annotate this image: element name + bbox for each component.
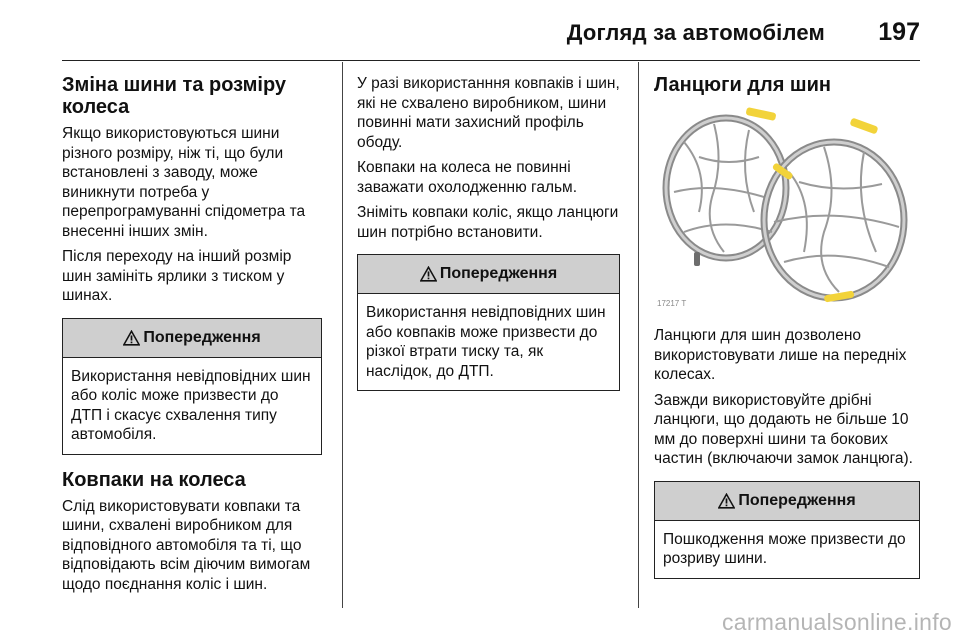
warning-box [654, 481, 920, 579]
section-heading-snow-chains: Ланцюги для шин [654, 74, 831, 96]
snow-chain-drawing [654, 102, 924, 312]
warning-box [62, 318, 322, 455]
paragraph: Зніміть ковпаки коліс, якщо ланцюги шин потрібно встановити. [357, 204, 619, 241]
paragraph: Якщо використовуються шини різного розміру, ніж ті, що були встановлені з заводу, може виникнути потреба у перепрограмуванні спідометра та внесенні інших змін. [62, 125, 306, 240]
figure-code: 17217 T [657, 299, 687, 308]
warning-triangle-icon [718, 493, 735, 509]
warning-title: Попередження [439, 265, 558, 282]
page-number: 197 [878, 18, 920, 46]
warning-title: Попередження [738, 491, 856, 509]
paragraph: Ланцюги для шин дозволено використовувати лише на передніх колесах. [654, 327, 907, 383]
warning-text: Використання невідповідних шин або ковпаків може призвести до різкої втрати тиску та, як наслідок, до ДТП. [366, 304, 606, 380]
warning-text: Пошкодження може призвести до розриву шини. [663, 530, 906, 567]
running-title: Догляд за автомобілем [566, 20, 825, 45]
warning-triangle-icon [420, 266, 437, 282]
warning-box [357, 254, 620, 391]
paragraph: Завжди використовуйте дрібні ланцюги, що додають не більше 10 мм до поверхні шини та бокових частин (включаючи замок ланцюга). [654, 391, 913, 467]
column-2 [357, 74, 620, 405]
column-1 [62, 74, 322, 600]
warning-text: Використання невідповідних шин або коліс може призвести до ДТП і скасує схвалення типу автомобіля. [71, 367, 311, 443]
paragraph: Слід використовувати ковпаки та шини, схвалені виробником для відповідного автомобіля та ті, що відповідають всім діючим вимогам щодо поєднання коліс і шин. [62, 497, 311, 593]
warning-title: Попередження [143, 328, 261, 346]
section-heading-hubcaps: Ковпаки на колеса [62, 468, 246, 491]
paragraph: Ковпаки на колеса не повинні заважати охолодженню гальм. [357, 159, 578, 196]
paragraph: Після переходу на інший розмір шин замініть ярлики з тиском у шинах. [62, 248, 292, 304]
paragraph: У разі використанння ковпаків і шин, які не схвалено виробником, шини повинні мати захисний профіль ободу. [357, 75, 620, 151]
warning-triangle-icon [123, 330, 140, 346]
section-heading-tire-change: Зміна шини та розміру колеса [62, 74, 287, 118]
column-3 [654, 74, 920, 593]
header-rule [62, 60, 920, 61]
column-divider-2 [638, 62, 639, 608]
column-divider-1 [342, 62, 343, 608]
watermark: carmanualsonline.info [721, 609, 952, 635]
snow-chain-illustration [654, 102, 924, 312]
